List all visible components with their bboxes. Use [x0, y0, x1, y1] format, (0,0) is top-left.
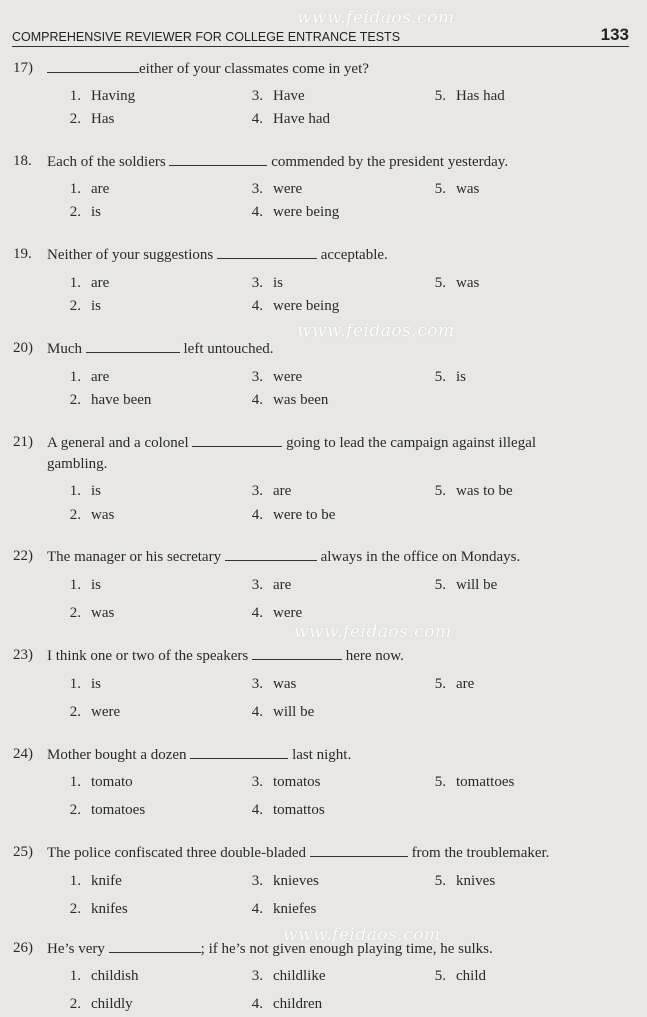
- question-19: [13, 244, 613, 266]
- question-number: 20): [13, 340, 33, 356]
- question-number: 26): [13, 940, 33, 956]
- option: 5. Has had: [434, 88, 505, 104]
- answer-blank: [109, 938, 201, 953]
- answer-blank: [86, 338, 180, 353]
- option: 2. have been: [69, 392, 152, 408]
- option: 2. childly: [69, 996, 133, 1012]
- option: 2. Has: [69, 111, 115, 127]
- option: 1. is: [69, 577, 102, 593]
- watermark: www.feidaos.com: [297, 8, 455, 28]
- question-22: [13, 546, 613, 568]
- question-20: [13, 338, 613, 360]
- option: 3. childlike: [251, 968, 326, 984]
- option: 2. tomatoes: [69, 802, 146, 818]
- option: 1. are: [69, 275, 110, 291]
- question-stem: Mother bought a dozen last night.: [47, 744, 613, 766]
- option: 4. kniefes: [251, 901, 317, 917]
- option: 3. tomatos: [251, 774, 321, 790]
- question-stem: The manager or his secretary always in the office on Mondays.: [47, 546, 613, 568]
- header-title: COMPREHENSIVE REVIEWER FOR COLLEGE ENTRANCE TESTS: [12, 30, 401, 44]
- watermark: www.feidaos.com: [294, 622, 452, 642]
- answer-blank: [252, 645, 342, 660]
- option: 2. knifes: [69, 901, 128, 917]
- option: 5. was: [434, 275, 480, 291]
- option: 1. knife: [69, 873, 122, 889]
- option: 5. child: [434, 968, 486, 984]
- option: 3. are: [251, 577, 292, 593]
- option: 1. childish: [69, 968, 139, 984]
- option: 2. is: [69, 298, 102, 314]
- question-number: 22): [13, 548, 33, 564]
- option: 5. knives: [434, 873, 496, 889]
- question-stem: I think one or two of the speakers here now.: [47, 645, 613, 667]
- option: 5. was to be: [434, 483, 513, 499]
- answer-blank: [47, 58, 139, 73]
- option: 4. were being: [251, 298, 340, 314]
- option: 3. is: [251, 275, 284, 291]
- answer-blank: [169, 151, 267, 166]
- page-number: 133: [600, 25, 629, 44]
- option: 1. Having: [69, 88, 136, 104]
- option: 3. knieves: [251, 873, 319, 889]
- question-21: [13, 432, 613, 475]
- option: 1. is: [69, 483, 102, 499]
- question-number: 23): [13, 647, 33, 663]
- option: 2. is: [69, 204, 102, 220]
- question-17: [13, 58, 613, 80]
- option: 3. was: [251, 676, 297, 692]
- question-24: [13, 744, 613, 766]
- answer-blank: [225, 546, 317, 561]
- option: 3. were: [251, 181, 303, 197]
- option: 2. was: [69, 605, 115, 621]
- option: 4. tomattos: [251, 802, 325, 818]
- question-number: 17): [13, 60, 33, 76]
- page-header: [12, 26, 629, 47]
- answer-blank: [192, 432, 282, 447]
- question-stem: Neither of your suggestions acceptable.: [47, 244, 613, 266]
- answer-blank: [310, 842, 408, 857]
- question-18: [13, 151, 613, 173]
- question-number: 24): [13, 746, 33, 762]
- question-stem: The police confiscated three double-bladed from the troublemaker.: [47, 842, 613, 864]
- option: 4. children: [251, 996, 323, 1012]
- question-26: [13, 938, 613, 960]
- question-stem: Much left untouched.: [47, 338, 613, 360]
- option: 5. will be: [434, 577, 498, 593]
- option: 4. was been: [251, 392, 329, 408]
- option: 2. was: [69, 507, 115, 523]
- option: 4. were: [251, 605, 303, 621]
- question-stem: either of your classmates come in yet?: [47, 58, 613, 80]
- option: 3. are: [251, 483, 292, 499]
- question-number: 21): [13, 434, 33, 450]
- option: 4. Have had: [251, 111, 331, 127]
- option: 5. is: [434, 369, 467, 385]
- question-23: [13, 645, 613, 667]
- option: 5. was: [434, 181, 480, 197]
- option: 1. tomato: [69, 774, 133, 790]
- question-stem: He’s very ; if he’s not given enough playing time, he sulks.: [47, 938, 613, 960]
- option: 3. Have: [251, 88, 305, 104]
- option: 1. is: [69, 676, 102, 692]
- option: 5. are: [434, 676, 475, 692]
- option: 1. are: [69, 369, 110, 385]
- option: 4. will be: [251, 704, 315, 720]
- answer-blank: [217, 244, 317, 259]
- question-number: 18.: [13, 153, 32, 169]
- option: 4. were being: [251, 204, 340, 220]
- watermark: www.feidaos.com: [283, 925, 441, 945]
- option: 2. were: [69, 704, 121, 720]
- question-number: 19.: [13, 246, 32, 262]
- question-stem: A general and a colonel going to lead the campaign against illegal gambling.: [47, 432, 613, 475]
- question-number: 25): [13, 844, 33, 860]
- watermark: www.feidaos.com: [297, 321, 455, 341]
- option: 4. were to be: [251, 507, 336, 523]
- option: 5. tomattoes: [434, 774, 515, 790]
- option: 1. are: [69, 181, 110, 197]
- question-25: [13, 842, 613, 864]
- answer-blank: [190, 744, 288, 759]
- option: 3. were: [251, 369, 303, 385]
- question-stem: Each of the soldiers commended by the president yesterday.: [47, 151, 613, 173]
